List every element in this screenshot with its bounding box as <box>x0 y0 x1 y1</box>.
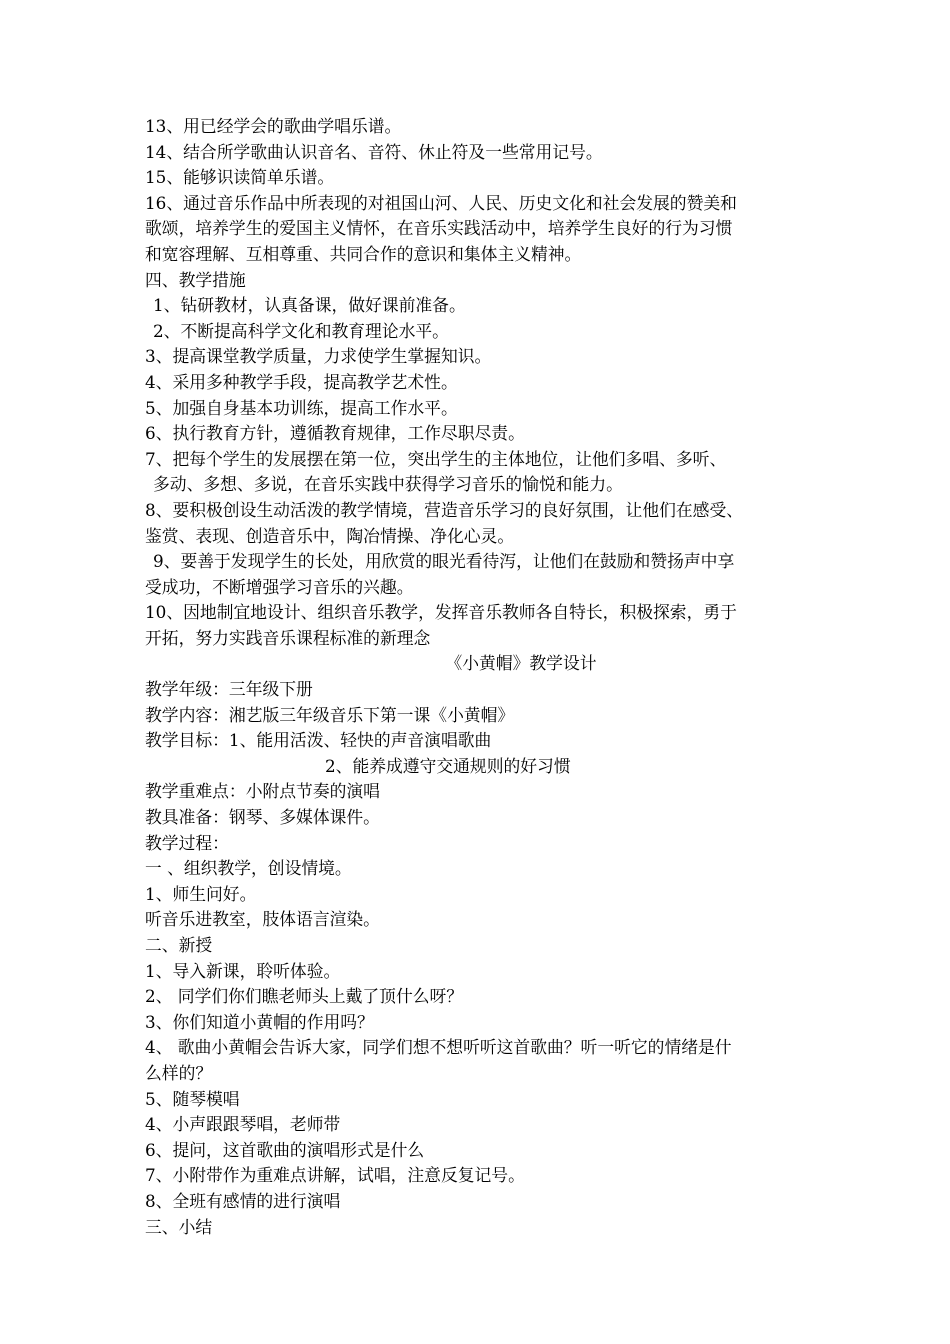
text-line: 15、能够识读简单乐谱。 <box>145 167 335 188</box>
text-line: 5、随琴模唱 <box>145 1088 240 1109</box>
text-line: 4、 歌曲小黄帽会告诉大家，同学们想不想听听这首歌曲？听一听它的情绪是什 <box>145 1037 732 1058</box>
text-line: 教学内容：湘艺版三年级音乐下第一课《小黄帽》 <box>145 704 515 725</box>
text-line: 四、教学措施 <box>145 269 246 290</box>
text-line: 教学目标：1、能用活泼、轻快的声音演唱歌曲 <box>145 730 492 751</box>
text-line: 一 、组织教学，创设情境。 <box>145 858 352 879</box>
text-line: 二、新授 <box>145 935 213 955</box>
text-line: 多动、多想、多说，在音乐实践中获得学习音乐的愉悦和能力。 <box>153 474 623 495</box>
text-line: 10、因地制宜地设计、组织音乐教学，发挥音乐教师各自特长，积极探索，勇于 <box>145 602 737 623</box>
text-line: 4、采用多种教学手段，提高教学艺术性。 <box>145 371 458 392</box>
text-line: 和宽容理解、互相尊重、共同合作的意识和集体主义精神。 <box>145 243 582 264</box>
text-line: 6、执行教育方针，遵循教育规律，工作尽职尽责。 <box>145 423 525 444</box>
text-line: 么样的？ <box>145 1062 213 1083</box>
text-line: 《小黄帽》教学设计 <box>445 653 597 674</box>
text-line: 教具准备：钢琴、多媒体课件。 <box>145 807 380 828</box>
text-line: 歌颂，培养学生的爱国主义情怀，在音乐实践活动中，培养学生良好的行为习惯 <box>145 218 733 239</box>
text-line: 三、小结 <box>145 1216 213 1237</box>
text-line: 6、提问，这首歌曲的演唱形式是什么 <box>145 1139 425 1160</box>
text-line: 2、不断提高科学文化和教育理论水平。 <box>153 320 449 341</box>
document-body <box>145 114 817 1240</box>
text-line: 7、把每个学生的发展摆在第一位，突出学生的主体地位，让他们多唱、多听、 <box>145 448 727 469</box>
text-line: 8、要积极创设生动活泼的教学情境，营造音乐学习的良好氛围，让他们在感受、 <box>145 499 744 520</box>
text-line: 1、导入新课，聆听体验。 <box>145 960 341 981</box>
text-line: 13、用已经学会的歌曲学唱乐谱。 <box>145 116 402 136</box>
text-line: 教学重难点：小附点节奏的演唱 <box>145 781 380 802</box>
text-line: 9、要善于发现学生的长处，用欣赏的眼光看待泻，让他们在鼓励和赞扬声中享 <box>153 551 735 572</box>
text-line: 1、钻研教材，认真备课，做好课前准备。 <box>153 295 466 316</box>
text-line: 鉴赏、表现、创造音乐中，陶冶情操、净化心灵。 <box>145 525 515 546</box>
text-line: 教学年级：三年级下册 <box>145 679 313 700</box>
text-line: 受成功，不断增强学习音乐的兴趣。 <box>145 576 414 597</box>
text-line: 16、通过音乐作品中所表现的对祖国山河、人民、历史文化和社会发展的赞美和 <box>145 192 737 213</box>
text-line: 5、加强自身基本功训练，提高工作水平。 <box>145 397 458 418</box>
text-line: 2、 同学们你们瞧老师头上戴了顶什么呀？ <box>145 986 464 1007</box>
text-line: 开拓，努力实践音乐课程标准的新理念 <box>145 627 431 648</box>
text-line: 4、小声跟跟琴唱，老师带 <box>145 1114 341 1135</box>
text-line: 3、你们知道小黄帽的作用吗？ <box>145 1011 374 1032</box>
text-line: 7、小附带作为重难点讲解，试唱，注意反复记号。 <box>145 1165 525 1186</box>
text-line: 教学过程： <box>145 832 229 853</box>
text-line: 3、提高课堂教学质量，力求使学生掌握知识。 <box>145 346 492 367</box>
text-line: 听音乐进教室，肢体语言渲染。 <box>145 909 380 930</box>
text-line: 8、全班有感情的进行演唱 <box>145 1190 341 1211</box>
text-line: 1、师生问好。 <box>145 883 257 904</box>
text-line: 14、结合所学歌曲认识音名、音符、休止符及一些常用记号。 <box>145 141 603 162</box>
text-line: 2、能养成遵守交通规则的好习惯 <box>325 755 571 776</box>
